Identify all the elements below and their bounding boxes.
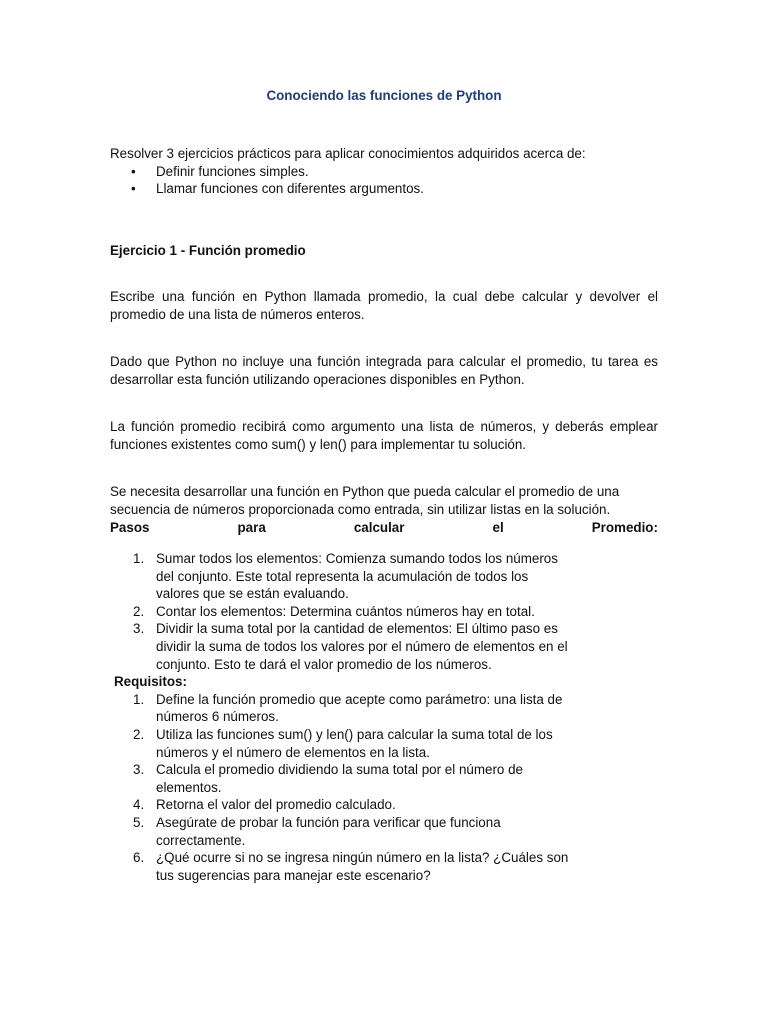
list-item-text: Calcula el promedio dividiendo la suma total por el número de elementos. bbox=[156, 762, 523, 795]
intro-text: Resolver 3 ejercicios prácticos para aplicar conocimientos adquiridos acerca de: bbox=[110, 146, 586, 161]
list-item bbox=[110, 163, 658, 181]
list-number: 3. bbox=[133, 762, 145, 778]
list-number: 4. bbox=[133, 797, 145, 813]
list-number: 5. bbox=[133, 814, 145, 830]
list-item bbox=[110, 603, 570, 621]
list-item bbox=[110, 726, 570, 761]
requirements-list bbox=[110, 691, 570, 885]
list-item bbox=[110, 761, 570, 796]
list-item bbox=[110, 620, 570, 673]
paragraph: Escribe una función en Python llamada promedio, la cual debe calcular y devolver el promedio de una lista de números enteros. bbox=[110, 289, 658, 322]
bullet-text: Llamar funciones con diferentes argumentos. bbox=[156, 181, 424, 197]
requirements-heading: Requisitos: bbox=[114, 674, 187, 690]
paragraph: La función promedio recibirá como argumento una lista de números, y deberás emplear funciones existentes como sum() y len() para implementar tu solución. bbox=[110, 419, 658, 452]
list-item-text: Dividir la suma total por la cantidad de elementos: El último paso es dividir la suma de todos los valores por el número de elementos en el conjunto. Esto te dará el valor promedio de los números. bbox=[156, 621, 568, 672]
intro-bullet-list bbox=[110, 163, 658, 198]
intro-section bbox=[110, 145, 658, 198]
list-number: 6. bbox=[133, 850, 145, 866]
list-item bbox=[110, 796, 570, 814]
bullet-icon: • bbox=[131, 181, 136, 197]
document-title: Conociendo las funciones de Python bbox=[266, 88, 502, 103]
list-item-text: Asegúrate de probar la función para verificar que funciona correctamente. bbox=[156, 814, 501, 848]
list-item-text: ¿Qué ocurre si no se ingresa ningún número en la lista? ¿Cuáles son tus sugerencias para manejar este escenario? bbox=[156, 850, 569, 883]
steps-list bbox=[110, 550, 570, 673]
list-item-text: Define la función promedio que acepte como parámetro: una lista de números 6 números. bbox=[156, 691, 563, 725]
steps-heading-word: el bbox=[492, 520, 504, 535]
list-number: 1. bbox=[133, 691, 145, 707]
list-number: 2. bbox=[133, 603, 145, 619]
steps-heading-word: calcular bbox=[353, 520, 405, 535]
paragraph: Dado que Python no incluye una función integrada para calcular el promedio, tu tarea es desarrollar esta función utilizando operaciones disponibles en Python. bbox=[110, 354, 658, 387]
list-item-text: Contar los elementos: Determina cuántos números hay en total. bbox=[156, 603, 535, 619]
list-item bbox=[110, 180, 658, 198]
list-item-text: Utiliza las funciones sum() y len() para calcular la suma total de los números y el número de elementos en la lista. bbox=[156, 726, 553, 760]
list-number: 3. bbox=[133, 621, 145, 637]
steps-heading-word: Pasos bbox=[110, 520, 150, 535]
list-item bbox=[110, 849, 570, 884]
list-item-text: Sumar todos los elementos: Comienza sumando todos los números del conjunto. Este total representa la acumulación de todos los valores que se están evaluando. bbox=[156, 551, 558, 602]
steps-section bbox=[110, 550, 658, 884]
exercise-heading: Ejercicio 1 - Función promedio bbox=[110, 243, 306, 258]
paragraph: Se necesita desarrollar una función en Python que pueda calcular el promedio de una secuencia de números proporcionada como entrada, sin utilizar listas en la solución. bbox=[110, 484, 620, 517]
list-item bbox=[110, 550, 570, 603]
list-item bbox=[110, 691, 570, 726]
list-item bbox=[110, 814, 570, 849]
steps-heading-word: para bbox=[237, 520, 266, 535]
steps-heading bbox=[110, 519, 658, 537]
bullet-text: Definir funciones simples. bbox=[156, 163, 309, 179]
list-item-text: Retorna el valor del promedio calculado. bbox=[156, 797, 396, 813]
bullet-icon: • bbox=[131, 163, 136, 179]
list-number: 1. bbox=[133, 551, 145, 566]
list-number: 2. bbox=[133, 726, 145, 742]
steps-heading-word: Promedio: bbox=[591, 520, 658, 535]
